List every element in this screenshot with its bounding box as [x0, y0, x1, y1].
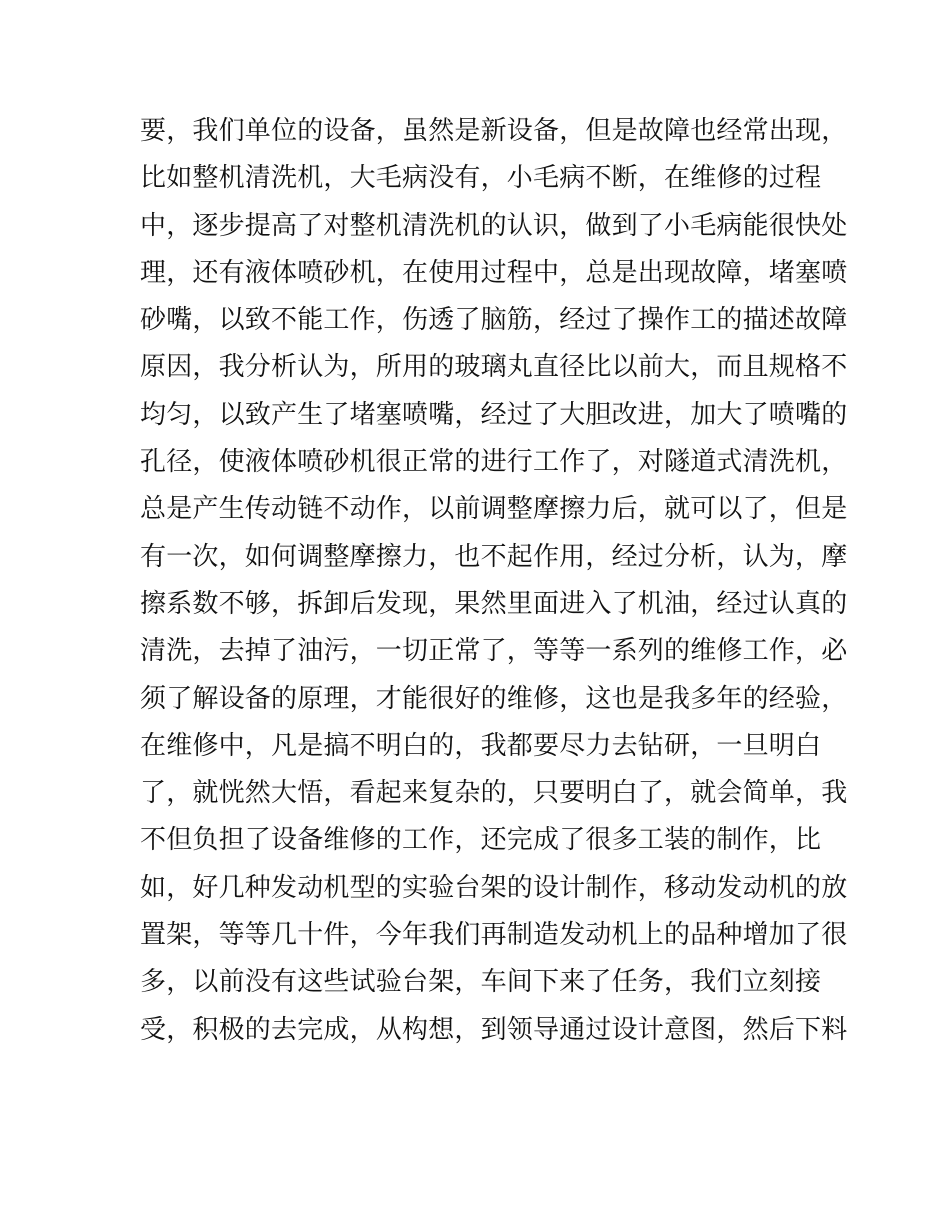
text-line: 要，我们单位的设备，虽然是新设备，但是故障也经常出现， [140, 116, 848, 146]
text-line: 如，好几种发动机型的实验台架的设计制作，移动发动机的放 [140, 872, 848, 903]
text-line: 孔径，使液体喷砂机很正常的进行工作了，对隧道式清洗机， [140, 447, 848, 478]
text-line: 砂嘴，以致不能工作，伤透了脑筋，经过了操作工的描述故障 [140, 305, 848, 336]
text-line: 置架，等等几十件，今年我们再制造发动机上的品种增加了很 [140, 920, 848, 951]
text-line: 须了解设备的原理，才能很好的维修，这也是我多年的经验， [140, 683, 848, 714]
text-line: 总是产生传动链不动作，以前调整摩擦力后，就可以了，但是 [140, 494, 848, 525]
text-line: 不但负担了设备维修的工作，还完成了很多工装的制作，比 [140, 825, 822, 856]
text-line: 在维修中，凡是搞不明白的，我都要尽力去钻研，一旦明白 [140, 730, 822, 761]
text-line: 理，还有液体喷砂机，在使用过程中，总是出现故障，堵塞喷 [140, 257, 848, 288]
text-line: 擦系数不够，拆卸后发现，果然里面进入了机油，经过认真的 [140, 588, 848, 619]
text-line: 了，就恍然大悟，看起来复杂的，只要明白了，就会简单，我 [140, 778, 848, 809]
text-line: 多，以前没有这些试验台架，车间下来了任务，我们立刻接 [140, 967, 822, 998]
text-line: 原因，我分析认为，所用的玻璃丸直径比以前大，而且规格不 [140, 352, 848, 383]
body-text [140, 108, 848, 1054]
text-line: 比如整机清洗机，大毛病没有，小毛病不断，在维修的过程 [140, 163, 822, 194]
text-line: 受，积极的去完成，从构想，到领导通过设计意图，然后下料 [140, 1014, 848, 1045]
text-line: 有一次，如何调整摩擦力，也不起作用，经过分析，认为，摩 [140, 541, 848, 572]
text-line: 清洗，去掉了油污，一切正常了，等等一系列的维修工作，必 [140, 636, 848, 667]
text-line: 均匀，以致产生了堵塞喷嘴，经过了大胆改进，加大了喷嘴的 [140, 399, 848, 430]
text-line: 中，逐步提高了对整机清洗机的认识，做到了小毛病能很快处 [140, 210, 848, 241]
